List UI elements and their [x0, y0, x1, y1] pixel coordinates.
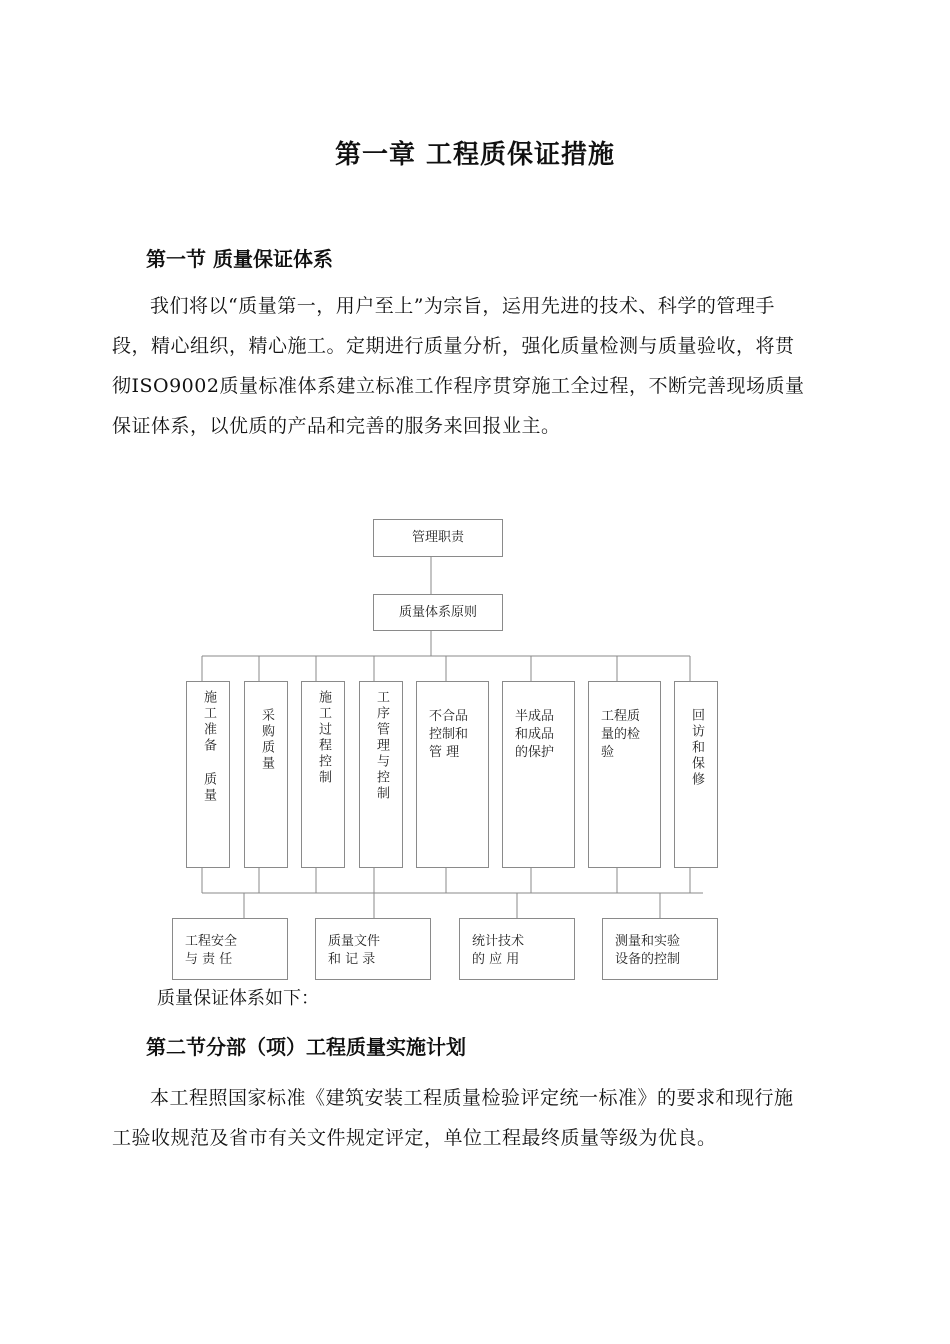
branch-label-7: 工程质 量的检 验 — [601, 709, 641, 760]
bottom-label-1: 工程安全 与 责 任 — [185, 934, 238, 967]
diagram-branch-4 — [359, 681, 403, 868]
diagram-bottom-3 — [459, 918, 575, 980]
diagram-bottom-2 — [315, 918, 431, 980]
section-paragraph-1: 我们将以“质量第一，用户至上”为宗旨，运用先进的技术、科学的管理手段，精心组织，精心施工。定期进行质量分析，强化质量检测与质量验收，将贯彻ISO9002质量标准体系建立标准工作程序贯穿施工全过程，不断完善现场质量保证体系，以优质的产品和完善的服务来回报业主。 — [112, 295, 805, 437]
diagram-caption: 质量保证体系如下： — [157, 988, 319, 1009]
diagram-branch-5 — [416, 681, 489, 868]
diagram-bottom-4 — [602, 918, 718, 980]
branch-label-3: 施工过程控制 — [316, 690, 331, 786]
diagram-branch-1 — [186, 681, 230, 868]
diagram-branch-8 — [674, 681, 718, 868]
chapter-title: 第一章 工程质保证措施 — [334, 140, 616, 170]
diagram-principle-label: 质量体系原则 — [398, 604, 477, 620]
diagram-branch-7 — [588, 681, 661, 868]
branch-label-1: 施工准备 质量 — [201, 690, 216, 804]
section-paragraph-2: 本工程照国家标准《建筑安装工程质量检验评定统一标准》的要求和现行施工验收规范及省市有关文件规定评定，单位工程最终质量等级为优良。 — [112, 1087, 794, 1149]
bottom-label-4: 测量和实验 设备的控制 — [615, 934, 681, 967]
branch-label-8: 回访和保修 — [689, 708, 704, 788]
diagram-principle-box — [373, 594, 503, 631]
diagram-bottom-1 — [172, 918, 288, 980]
diagram-branch-3 — [301, 681, 345, 868]
bottom-label-3: 统计技术 的 应 用 — [472, 934, 525, 967]
branch-label-5: 不合品 控制和 管 理 — [429, 709, 469, 760]
diagram-top-label: 管理职责 — [411, 530, 464, 545]
bottom-label-2: 质量文件 和 记 录 — [328, 934, 381, 967]
diagram-top-box — [373, 519, 503, 557]
branch-label-2: 采购质量 — [259, 708, 274, 772]
branch-label-6: 半成品 和成品 的保护 — [515, 709, 555, 760]
section-heading-2: 第二节分部（项）工程质量实施计划 — [146, 1035, 466, 1059]
section-heading-1: 第一节 质量保证体系 — [146, 247, 333, 271]
branch-label-4: 工序管理与控制 — [374, 690, 389, 802]
diagram-branch-6 — [502, 681, 575, 868]
diagram-branch-2 — [244, 681, 288, 868]
